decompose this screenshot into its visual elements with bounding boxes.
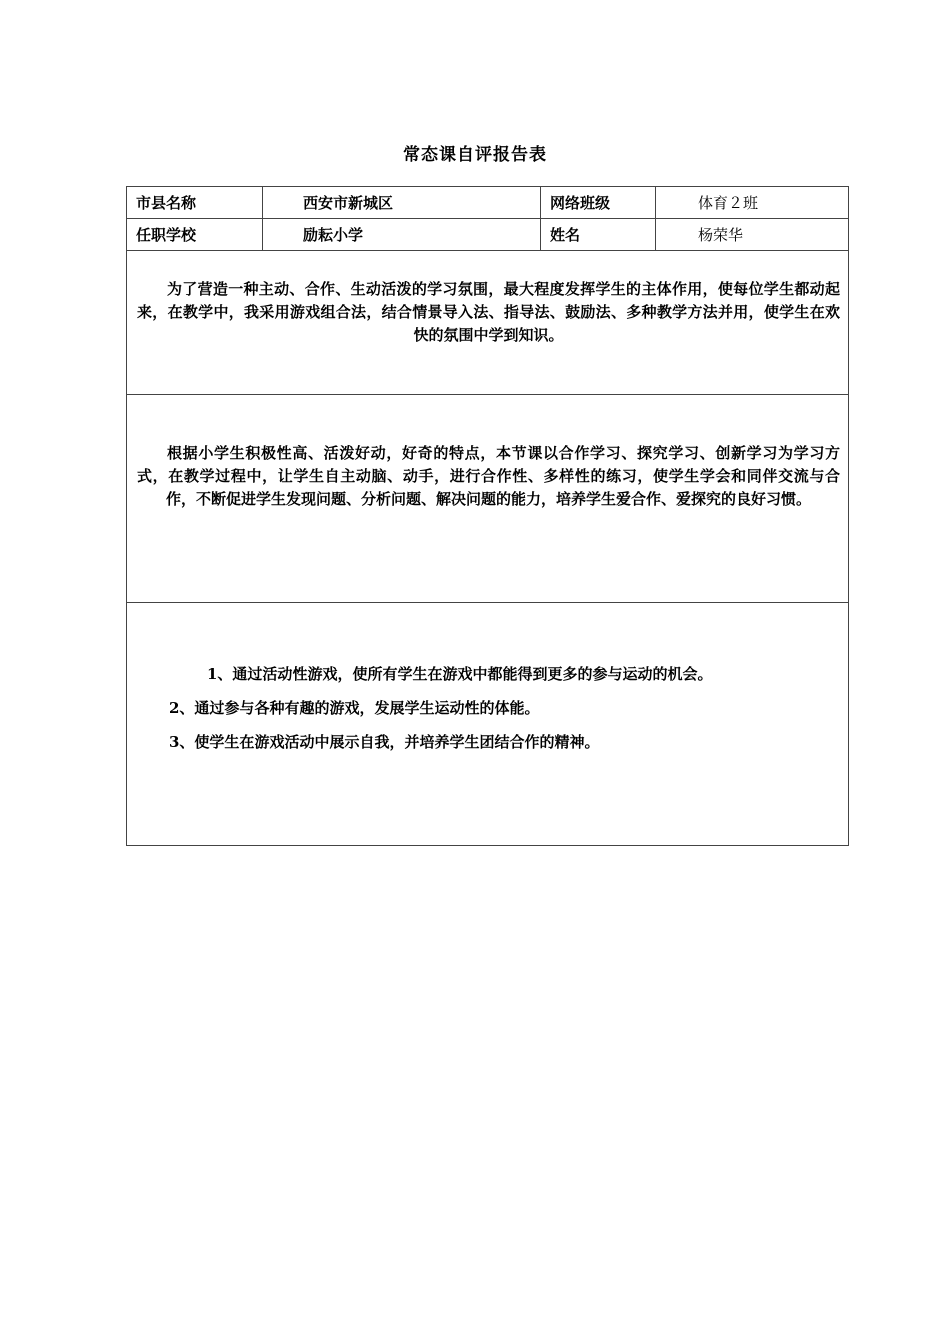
goals-cell (127, 603, 849, 846)
goal-item: 3、使学生在游戏活动中展示自我，并培养学生团结合作的精神。 (169, 733, 600, 751)
name-label: 姓名 (541, 219, 656, 251)
goal-item: 2、通过参与各种有趣的游戏，发展学生运动性的体能。 (169, 699, 540, 717)
city-label: 市县名称 (127, 187, 263, 219)
goals-list (127, 663, 848, 765)
approach-paragraph: 根据小学生积极性高、活泼好动，好奇的特点，本节课以合作学习、探究学习、创新学习为学习方式，在教学过程中，让学生自主动脑、动手，进行合作性、多样性的练习，使学生学会和同伴交流与合作，不断促进学生发现问题、分析问题、解决问题的能力，培养学生爱合作、爱探究的良好习惯。 (137, 444, 840, 508)
class-value: 体育２班 (656, 187, 849, 219)
school-value: 励耘小学 (263, 219, 541, 251)
method-row (127, 251, 849, 395)
city-value: 西安市新城区 (263, 187, 541, 219)
school-label: 任职学校 (127, 219, 263, 251)
method-cell (127, 251, 849, 395)
goal-item: 1、通过活动性游戏，使所有学生在游戏中都能得到更多的参与运动的机会。 (207, 665, 713, 683)
approach-cell (127, 395, 849, 603)
info-row-2 (127, 219, 849, 251)
method-paragraph: 为了营造一种主动、合作、生动活泼的学习氛围，最大程度发挥学生的主体作用，使每位学生都动起来，在教学中，我采用游戏组合法，结合情景导入法、指导法、鼓励法、多种教学方法并用，使学生在欢快的氛围中学到知识。 (137, 280, 840, 344)
page-title: 常态课自评报告表 (403, 145, 547, 165)
goals-row (127, 603, 849, 846)
name-value: 杨荣华 (656, 219, 849, 251)
report-table (126, 186, 849, 846)
info-row-1 (127, 187, 849, 219)
class-label: 网络班级 (541, 187, 656, 219)
approach-row (127, 395, 849, 603)
